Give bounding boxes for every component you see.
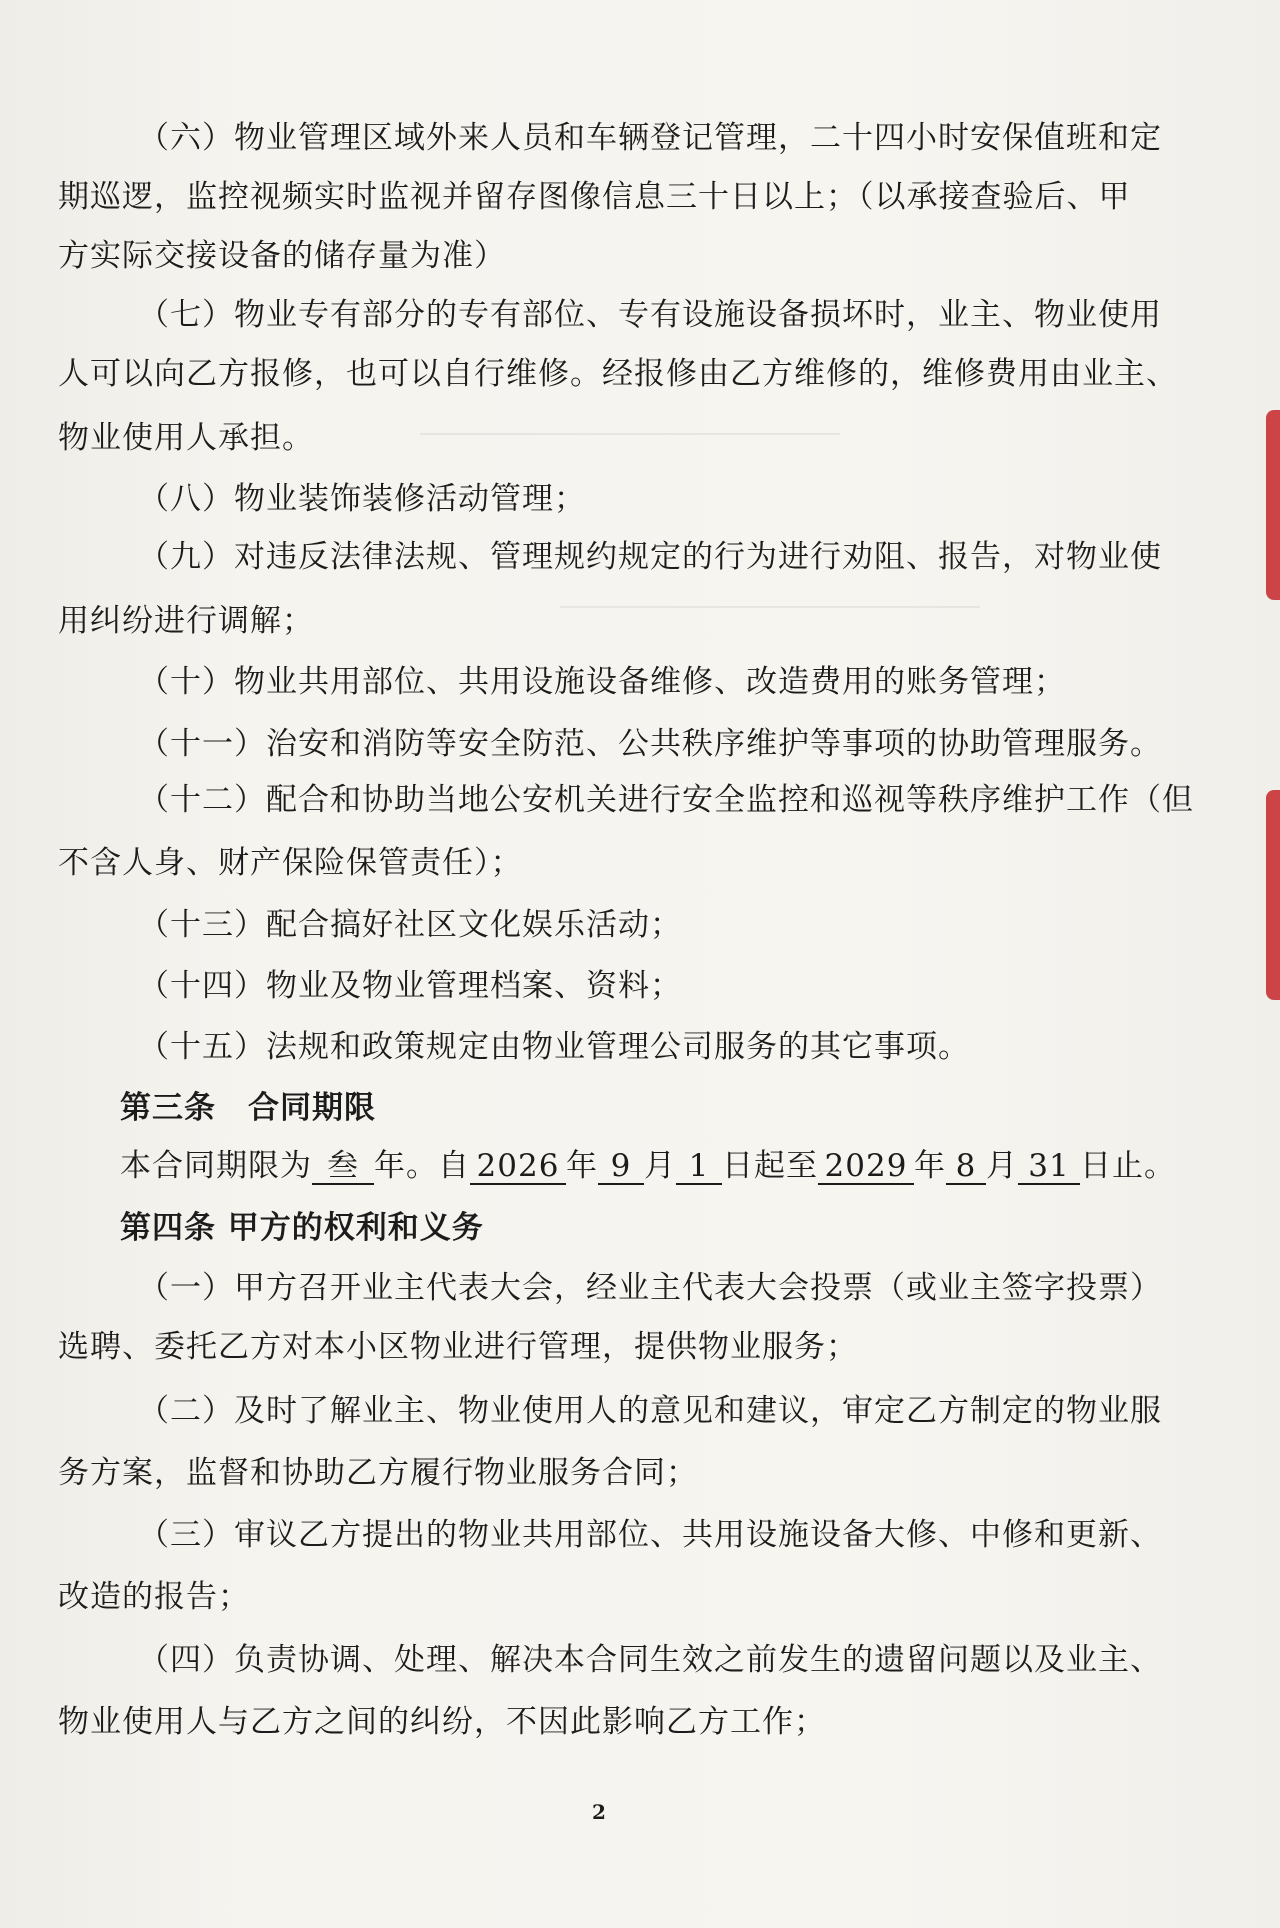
term-end-year: 2029 [818, 1149, 914, 1185]
clause-6-line-3: 方实际交接设备的储存量为准） [58, 238, 506, 274]
article-4-clause-4-line-2: 物业使用人与乙方之间的纠纷，不因此影响乙方工作； [58, 1704, 826, 1740]
clause-6-line-2: 期巡逻，监控视频实时监视并留存图像信息三十日以上；（以承接查验后、甲 [58, 179, 1131, 215]
seal-edge-stamp [1266, 790, 1280, 1000]
term-end-month: 8 [946, 1149, 986, 1185]
clause-7-line-1: （七）物业专有部分的专有部位、专有设施设备损坏时，业主、物业使用 [138, 297, 1162, 333]
article-4-clause-3-line-1: （三）审议乙方提出的物业共用部位、共用设施设备大修、中修和更新、 [138, 1517, 1162, 1553]
clause-11: （十一）治安和消防等安全防范、公共秩序维护等事项的协助管理服务。 [138, 726, 1162, 762]
article-3-heading: 第三条 合同期限 [120, 1090, 376, 1126]
term-year-unit: 年 [914, 1148, 946, 1184]
term-prefix: 本合同期限为 [120, 1148, 312, 1184]
article-4-clause-4-line-1: （四）负责协调、处理、解决本合同生效之前发生的遗留问题以及业主、 [138, 1642, 1162, 1678]
article-4-heading: 第四条 甲方的权利和义务 [120, 1210, 484, 1246]
bleed-through-mark [560, 606, 980, 608]
term-year-from-label: 年。自 [374, 1148, 470, 1184]
clause-7-line-2: 人可以向乙方报修，也可以自行维修。经报修由乙方维修的，维修费用由业主、 [58, 356, 1178, 392]
term-year-unit: 年 [566, 1148, 598, 1184]
clause-13: （十三）配合搞好社区文化娱乐活动； [138, 907, 682, 943]
article-4-clause-1-line-1: （一）甲方召开业主代表大会，经业主代表大会投票（或业主签字投票） [138, 1270, 1162, 1306]
term-start-day: 1 [676, 1149, 722, 1185]
article-4-clause-3-line-2: 改造的报告； [58, 1579, 250, 1615]
page-number: 2 [592, 1800, 606, 1824]
article-4-clause-2-line-1: （二）及时了解业主、物业使用人的意见和建议，审定乙方制定的物业服 [138, 1393, 1162, 1429]
contract-term-line [120, 1146, 1176, 1186]
clause-10: （十）物业共用部位、共用设施设备维修、改造费用的账务管理； [138, 664, 1066, 700]
term-end-label: 日止。 [1080, 1148, 1176, 1184]
clause-15: （十五）法规和政策规定由物业管理公司服务的其它事项。 [138, 1029, 970, 1065]
term-month-unit: 月 [986, 1148, 1018, 1184]
term-start-year: 2026 [470, 1149, 566, 1185]
seal-edge-stamp [1266, 410, 1280, 600]
clause-9-line-2: 用纠纷进行调解； [58, 603, 314, 639]
clause-12-line-1: （十二）配合和协助当地公安机关进行安全监控和巡视等秩序维护工作（但 [138, 782, 1194, 818]
clause-9-line-1: （九）对违反法律法规、管理规约规定的行为进行劝阻、报告，对物业使 [138, 539, 1162, 575]
bleed-through-mark [420, 433, 840, 435]
article-4-clause-2-line-2: 务方案，监督和协助乙方履行物业服务合同； [58, 1455, 698, 1491]
term-end-day: 31 [1018, 1149, 1080, 1185]
clause-6-line-1: （六）物业管理区域外来人员和车辆登记管理，二十四小时安保值班和定 [138, 120, 1162, 156]
term-start-to-label: 日起至 [722, 1148, 818, 1184]
article-4-clause-1-line-2: 选聘、委托乙方对本小区物业进行管理，提供物业服务； [58, 1329, 858, 1365]
clause-8: （八）物业装饰装修活动管理； [138, 481, 586, 517]
clause-12-line-2: 不含人身、财产保险保管责任）； [58, 845, 523, 881]
clause-14: （十四）物业及物业管理档案、资料； [138, 968, 682, 1004]
term-years: 叁 [312, 1149, 374, 1185]
term-month-unit: 月 [644, 1148, 676, 1184]
clause-7-line-3: 物业使用人承担。 [58, 420, 314, 456]
term-start-month: 9 [598, 1149, 644, 1185]
